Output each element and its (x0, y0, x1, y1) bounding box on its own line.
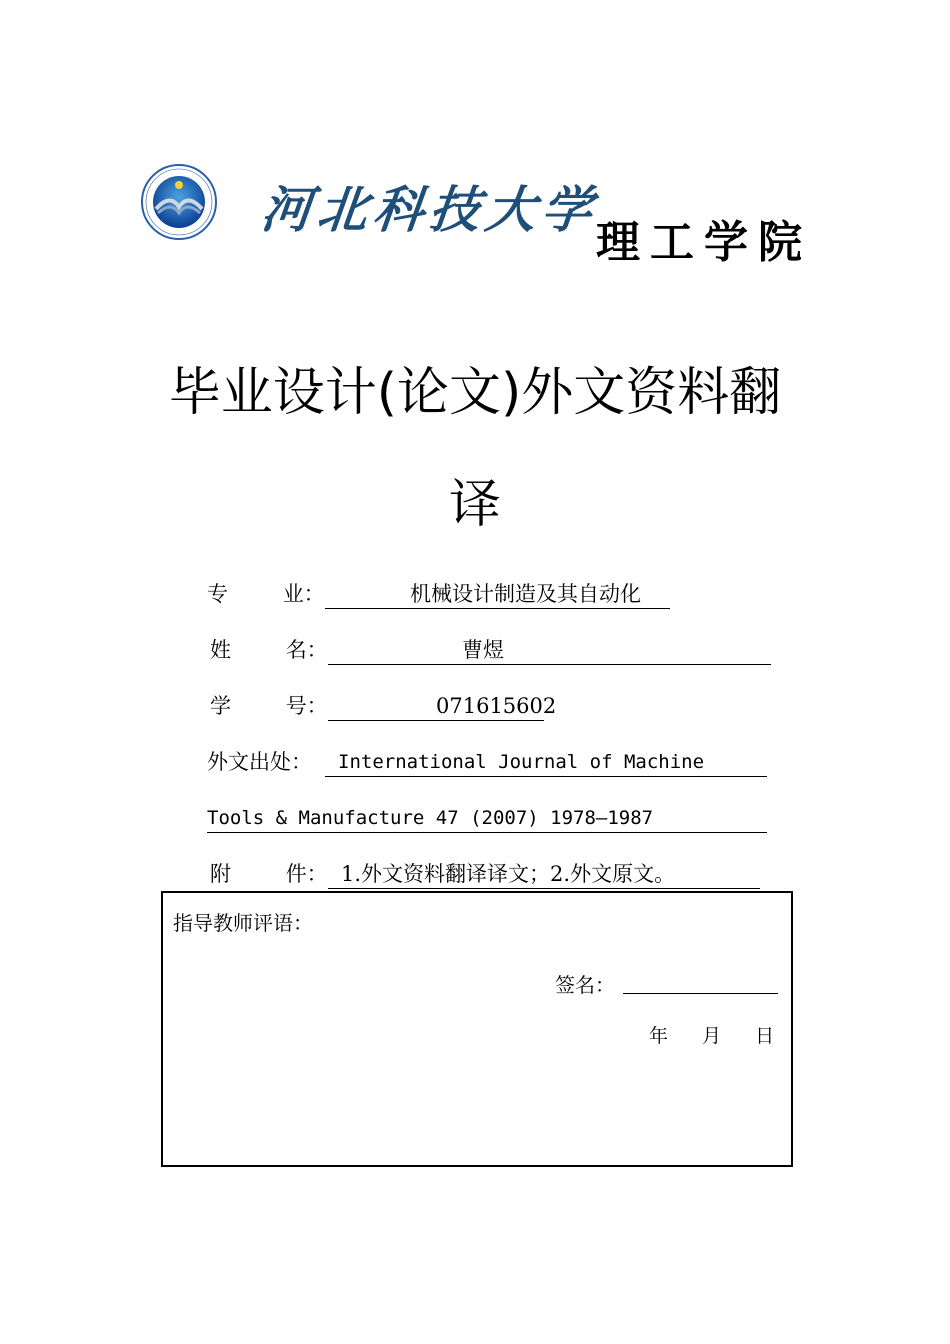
advisor-comment-label: 指导教师评语： (173, 911, 313, 935)
name-underline (328, 634, 771, 665)
field-name (207, 634, 772, 666)
document-title-line1: 毕业设计(论文)外文资料翻 (168, 363, 782, 423)
field-source-continued (207, 802, 769, 834)
major-label-1: 专 (207, 582, 228, 606)
document-title-line2: 译 (448, 475, 501, 535)
major-label-2: 业： (282, 582, 325, 606)
attachment-label-1: 附 (210, 862, 231, 886)
date-year-label: 年 (649, 1025, 669, 1047)
signature-label: 签名： (555, 973, 615, 997)
student-id-label-2: 号： (285, 694, 328, 718)
advisor-comment-box[interactable] (161, 891, 793, 1167)
source-label: 外文出处： (207, 750, 312, 774)
field-major (207, 578, 677, 610)
source-value-line2: Tools & Manufacture 47 (2007) 1978–1987 (207, 807, 654, 829)
field-student-id (207, 690, 557, 722)
name-label-1: 姓 (210, 638, 231, 662)
attachment-label-2: 件： (285, 862, 328, 886)
university-name: 河北科技大学 (258, 180, 601, 239)
university-seal-logo (140, 163, 218, 241)
name-value: 曹煜 (462, 638, 504, 662)
date-month-label: 月 (702, 1025, 722, 1047)
name-label-2: 名： (285, 638, 328, 662)
student-id-label-1: 学 (210, 694, 231, 718)
attachment-value: 1.外文资料翻译译文；2.外文原文。 (341, 862, 676, 886)
field-attachment (207, 858, 762, 890)
college-name: 理工学院 (596, 217, 812, 268)
student-id-value: 071615602 (436, 694, 557, 718)
major-value: 机械设计制造及其自动化 (410, 582, 641, 606)
date-line (649, 1021, 774, 1048)
field-source (207, 746, 769, 778)
signature-line[interactable] (623, 993, 778, 994)
date-day-label: 日 (755, 1025, 775, 1047)
source-value-line1: International Journal of Machine (338, 751, 705, 773)
